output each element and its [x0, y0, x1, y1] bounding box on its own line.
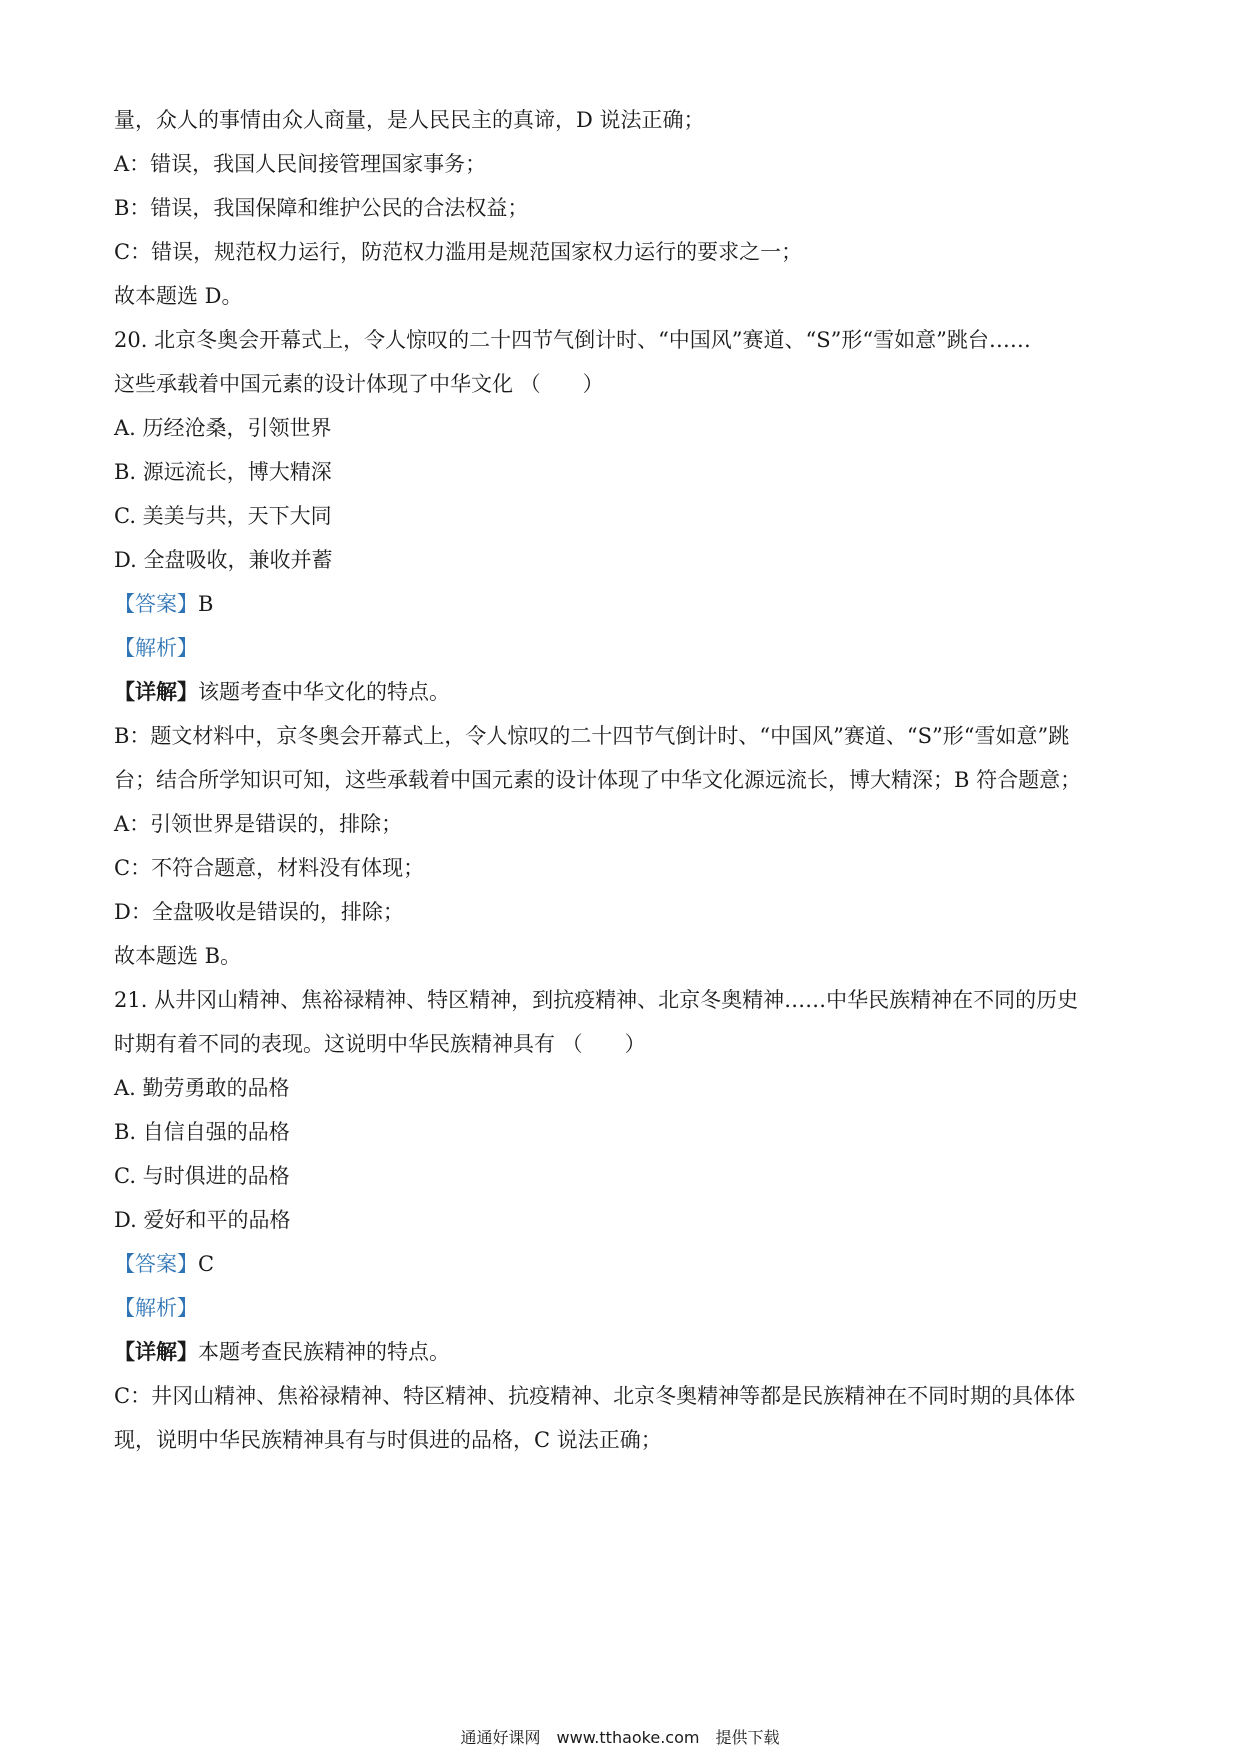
question-20-analysis	[114, 634, 1124, 662]
explanation-line: C：井冈山精神、焦裕禄精神、特区精神、抗疫精神、北京冬奥精神等都是民族精神在不同时期的具体体	[114, 1384, 1076, 1408]
question-20-stem: 20. 北京冬奥会开幕式上，令人惊叹的二十四节气倒计时、“中国风”赛道、“S”形“雪如意”跳台……	[114, 328, 1031, 352]
analysis-tag: 【解析】	[114, 1296, 198, 1320]
question-20-option-a: A. 历经沧桑，引领世界	[114, 416, 332, 440]
question-20-option-b: B. 源远流长，博大精深	[114, 460, 332, 484]
question-21-answer	[114, 1250, 1124, 1278]
answer-value: C	[198, 1252, 215, 1276]
question-21-stem: 21. 从井冈山精神、焦裕禄精神、特区精神，到抗疫精神、北京冬奥精神……中华民族精神在不同的历史	[114, 988, 1079, 1012]
explanation-line: B：题文材料中，京冬奥会开幕式上，令人惊叹的二十四节气倒计时、“中国风”赛道、“S”形“雪如意”跳	[114, 724, 1070, 748]
answer-tag: 【答案】	[114, 592, 198, 616]
question-21-option-d: D. 爱好和平的品格	[114, 1208, 291, 1232]
detail-text: 该题考查中华文化的特点。	[198, 680, 450, 704]
question-21-analysis	[114, 1294, 1124, 1322]
text-line: 量，众人的事情由众人商量，是人民民主的真谛，D 说法正确；	[114, 108, 705, 132]
question-20-answer	[114, 590, 1124, 618]
explanation-line: 台；结合所学知识可知，这些承载着中国元素的设计体现了中华文化源远流长，博大精深；B 符合题意；	[114, 768, 1082, 792]
explanation-line: 故本题选 B。	[114, 944, 242, 968]
page-footer: 通通好课网 www.tthaoke.com 提供下载	[460, 1728, 780, 1747]
question-20-option-d: D. 全盘吸收，兼收并蓄	[114, 548, 333, 572]
detail-text: 本题考查民族精神的特点。	[198, 1340, 450, 1364]
answer-tag: 【答案】	[114, 1252, 198, 1276]
question-21-stem-cont: 时期有着不同的表现。这说明中华民族精神具有 （ ）	[114, 1032, 646, 1056]
answer-value: B	[198, 592, 214, 616]
detail-tag: 【详解】	[114, 679, 198, 704]
detail-tag: 【详解】	[114, 1339, 198, 1364]
question-21-option-a: A. 勤劳勇敢的品格	[114, 1076, 290, 1100]
text-line: A：错误，我国人民间接管理国家事务；	[114, 152, 487, 176]
text-line: 故本题选 D。	[114, 284, 243, 308]
explanation-line: A：引领世界是错误的，排除；	[114, 812, 403, 836]
text-line: B：错误，我国保障和维护公民的合法权益；	[114, 196, 529, 220]
question-21-option-b: B. 自信自强的品格	[114, 1120, 290, 1144]
question-20-option-c: C. 美美与共，天下大同	[114, 504, 332, 528]
question-20-stem-cont: 这些承载着中国元素的设计体现了中华文化 （ ）	[114, 372, 604, 396]
question-20-detail	[114, 678, 1124, 706]
explanation-line: C：不符合题意，材料没有体现；	[114, 856, 425, 880]
analysis-tag: 【解析】	[114, 636, 198, 660]
question-21-option-c: C. 与时俱进的品格	[114, 1164, 290, 1188]
question-21-detail	[114, 1338, 1124, 1366]
text-line: C：错误，规范权力运行，防范权力滥用是规范国家权力运行的要求之一；	[114, 240, 803, 264]
explanation-line: 现，说明中华民族精神具有与时俱进的品格，C 说法正确；	[114, 1428, 662, 1452]
explanation-line: D：全盘吸收是错误的，排除；	[114, 900, 404, 924]
